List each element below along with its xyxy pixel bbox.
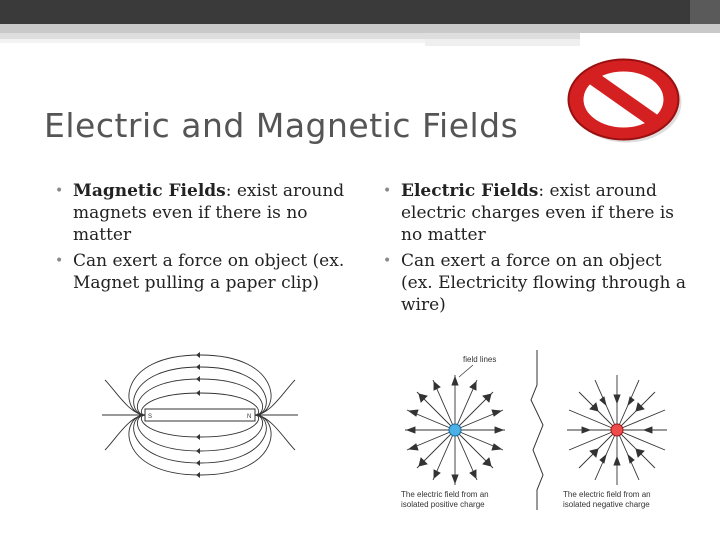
- divider-line: [531, 350, 543, 510]
- term-electric-fields: Electric Fields: [401, 181, 539, 201]
- bullet-text: : exist around electric charges even if there is no matter: [401, 181, 675, 245]
- positive-charge: [449, 424, 461, 436]
- slide-title: Electric and Magnetic Fields: [44, 106, 519, 145]
- positive-caption-line1: The electric field from an: [401, 490, 489, 499]
- bullet-text: Can exert a force on an object (ex. Electricity flowing through a wire): [401, 251, 686, 315]
- prohibition-sign-icon: [561, 52, 686, 147]
- bullet-electric-force: [383, 250, 693, 316]
- positive-caption-line2: isolated positive charge: [401, 500, 485, 509]
- electric-fields-column: [383, 180, 693, 320]
- bullet-text: Can exert a force on object (ex. Magnet pulling a paper clip): [73, 251, 345, 293]
- decorative-band: [0, 39, 425, 43]
- top-bar-accent: [690, 0, 720, 24]
- decorative-band: [0, 24, 720, 33]
- negative-charge: [611, 424, 623, 436]
- north-pole-label: N: [247, 414, 252, 420]
- electric-field-diagram: [395, 345, 695, 515]
- decorative-band: [425, 39, 580, 46]
- south-pole-label: S: [148, 414, 153, 420]
- top-decorative-bar: [0, 0, 720, 24]
- bullet-magnetic-force: [55, 250, 345, 294]
- term-magnetic-fields: Magnetic Fields: [73, 181, 226, 201]
- bullet-text: : exist around magnets even if there is no matter: [73, 181, 345, 245]
- negative-caption-line2: isolated negative charge: [563, 500, 650, 509]
- magnetic-fields-column: [55, 180, 345, 298]
- bar-magnet-field-diagram: [100, 345, 300, 485]
- negative-caption-line1: The electric field from an: [563, 490, 651, 499]
- bullet-magnetic-fields: [55, 180, 345, 246]
- field-lines-label: field lines: [463, 355, 497, 364]
- bullet-electric-fields: [383, 180, 693, 246]
